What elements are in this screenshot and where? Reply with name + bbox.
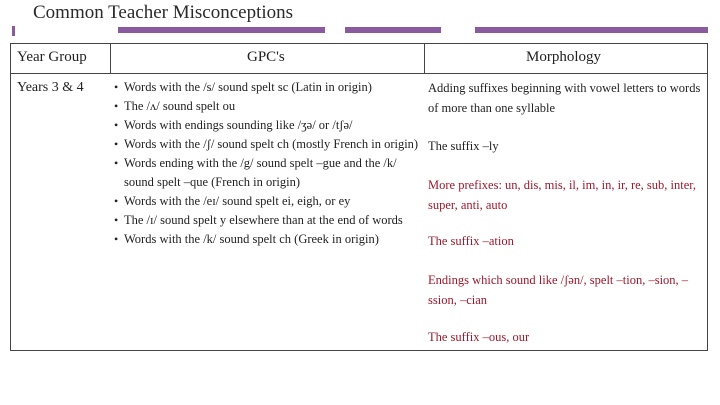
accent-bar [345,27,441,33]
title-accent-mark [12,26,15,36]
bullet-icon: • [114,80,119,94]
list-item: • Words with the /eɪ/ sound spelt ei, eigh, or ey [114,192,424,211]
morphology-item: Adding suffixes beginning with vowel letters to words of more than one syllable [428,81,701,115]
header-year-group: Year Group [17,49,87,65]
list-item: • The /ɪ/ sound spelt y elsewhere than at the end of words [114,211,424,230]
bullet-icon: • [114,156,119,170]
gpc-list [114,78,424,249]
header-morphology: Morphology [526,49,601,65]
bullet-icon: • [114,213,119,227]
list-item: • Words with endings sounding like /ʒə/ or /tʃə/ [114,116,424,135]
page-title: Common Teacher Misconceptions [33,2,294,23]
table-header-row [11,44,707,74]
bullet-icon: • [114,137,119,151]
list-item: • Words ending with the /g/ sound spelt –gue and the /k/ sound spelt –que (French in origin) [114,156,397,189]
column-divider [424,44,425,74]
header-gpcs: GPC's [247,49,285,65]
bullet-icon: • [114,118,119,132]
list-item: • The /ʌ/ sound spelt ou [114,97,424,116]
morphology-item: The suffix –ly [428,139,499,153]
misconceptions-table [10,43,708,351]
morphology-item: The suffix –ation [428,234,514,248]
bullet-icon: • [114,232,119,246]
list-item: • Words with the /ʃ/ sound spelt ch (mostly French in origin) [114,135,424,154]
column-divider [110,44,111,74]
morphology-item: Endings which sound like /ʃən/, spelt –tion, –sion, –ssion, –cian [428,273,689,307]
accent-bar [475,27,708,33]
morphology-item: More prefixes: un, dis, mis, il, im, in, ir, re, sub, inter, super, anti, auto [428,178,697,212]
accent-bar [118,27,325,33]
bullet-icon: • [114,194,119,208]
bullet-icon: • [114,99,119,113]
morphology-item: The suffix –ous, our [428,330,530,344]
year-group-cell: Years 3 & 4 [17,80,84,95]
list-item: • Words with the /s/ sound spelt sc (Latin in origin) [114,78,424,97]
list-item: • Words with the /k/ sound spelt ch (Greek in origin) [114,230,424,249]
